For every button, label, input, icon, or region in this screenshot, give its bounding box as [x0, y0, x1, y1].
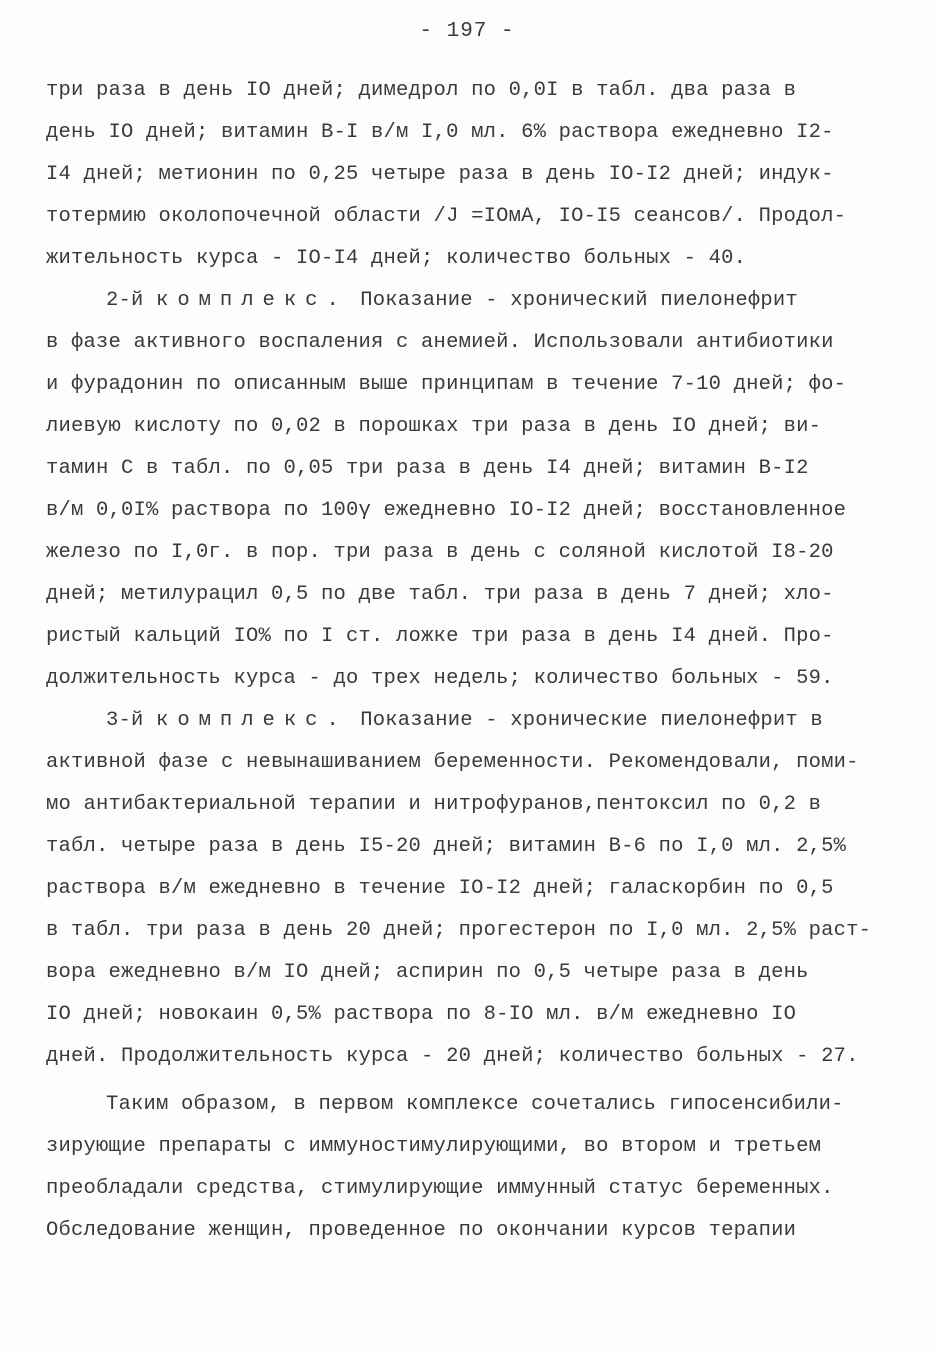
complex-number: 2-й [106, 289, 144, 312]
text-line: зирующие препараты с иммуностимулирующими, во втором и третьем [46, 1135, 822, 1158]
text-line: лиевую кислоту по 0,02 в порошках три раза в день IO дней; ви- [46, 415, 822, 438]
text-line: тамин С в табл. по 0,05 три раза в день I4 дней; витамин B-I2 [46, 457, 809, 480]
text-line: Обследование женщин, проведенное по окончании курсов терапии [46, 1219, 797, 1242]
text-line: три раза в день IO дней; димедрол по 0,0I в табл. два раза в [46, 79, 797, 102]
text-line: вора ежедневно в/м IO дней; аспирин по 0,5 четыре раза в день [46, 961, 809, 984]
text-line: ристый кальций IO% по I ст. ложке три раза в день I4 дней. Про- [46, 625, 834, 648]
text-line: I4 дней; метионин по 0,25 четыре раза в день IO-I2 дней; индук- [46, 163, 834, 186]
text-line: жительность курса - IO-I4 дней; количество больных - 40. [46, 247, 747, 270]
text-line: в/м 0,0I% раствора по 100γ ежедневно IO-I2 дней; восстановленное [46, 499, 847, 522]
complex-word: комплекс. [156, 289, 348, 312]
text-line: день IO дней; витамин B-I в/м I,0 мл. 6% раствора ежедневно I2- [46, 121, 834, 144]
text-line: дней. Продолжительность курса - 20 дней; количество больных - 27. [46, 1045, 859, 1068]
text-line: дней; метилурацил 0,5 по две табл. три раза в день 7 дней; хло- [46, 583, 834, 606]
page-number: - 197 - [419, 20, 515, 43]
text-segment: Показание - хронический пиелонефрит [360, 289, 798, 312]
complex-3-heading-line [106, 708, 823, 734]
text-line: преобладали средства, стимулирующие иммунный статус беременных. [46, 1177, 834, 1200]
text-line: Таким образом, в первом комплексе сочетались гипосенсибили- [106, 1093, 844, 1116]
complex-word: комплекс. [156, 709, 348, 732]
text-line: и фурадонин по описанным выше принципам в течение 7-10 дней; фо- [46, 373, 847, 396]
text-line: в табл. три раза в день 20 дней; прогестерон по I,0 мл. 2,5% раст- [46, 919, 872, 942]
text-line: должительность курса - до трех недель; количество больных - 59. [46, 667, 834, 690]
complex-2-heading-line [106, 288, 798, 314]
text-line: железо по I,0г. в пор. три раза в день с соляной кислотой I8-20 [46, 541, 834, 564]
text-line: мо антибактериальной терапии и нитрофуранов,пентоксил по 0,2 в [46, 793, 822, 816]
text-line: активной фазе с невынашиванием беременности. Рекомендовали, поми- [46, 751, 859, 774]
text-segment: Показание - хронические пиелонефрит в [360, 709, 823, 732]
text-line: тотермию околопочечной области /J =IOмА, IO-I5 сеансов/. Продол- [46, 205, 847, 228]
text-line: IO дней; новокаин 0,5% раствора по 8-IO мл. в/м ежедневно IO [46, 1003, 797, 1026]
text-line: в фазе активного воспаления с анемией. Использовали антибиотики [46, 331, 834, 354]
text-line: раствора в/м ежедневно в течение IO-I2 дней; галаскорбин по 0,5 [46, 877, 834, 900]
text-line: табл. четыре раза в день I5-20 дней; витамин B-6 по I,0 мл. 2,5% [46, 835, 847, 858]
complex-number: 3-й [106, 709, 144, 732]
